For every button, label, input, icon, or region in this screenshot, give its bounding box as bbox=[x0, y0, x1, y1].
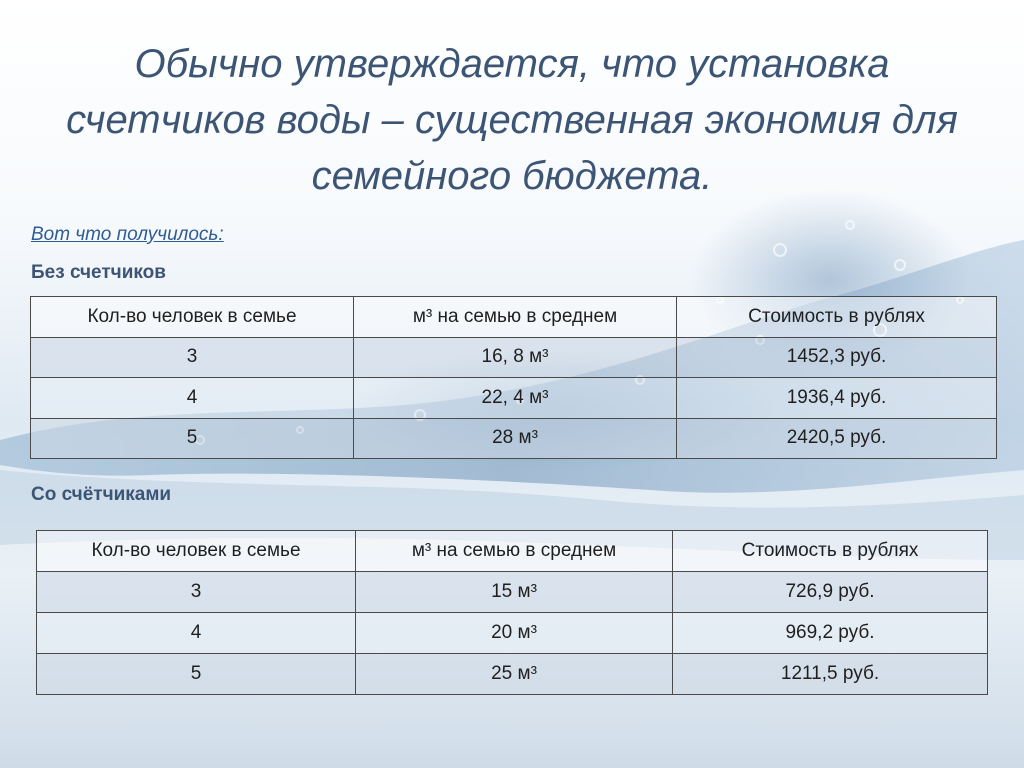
table-cell: 2420,5 руб. bbox=[677, 418, 997, 459]
table-cell: 16, 8 м³ bbox=[354, 337, 677, 378]
with-meters-label: Со счётчиками bbox=[31, 484, 172, 505]
header-cell: Стоимость в рублях bbox=[677, 297, 997, 338]
table-cell: 20 м³ bbox=[356, 613, 673, 654]
table-cell: 25 м³ bbox=[356, 654, 673, 695]
table-row bbox=[37, 654, 988, 695]
intro-text: Вот что получилось: bbox=[31, 224, 224, 245]
table-cell: 28 м³ bbox=[354, 418, 677, 459]
table-row bbox=[31, 378, 997, 419]
table-cell: 5 bbox=[31, 418, 354, 459]
header-cell: Стоимость в рублях bbox=[673, 531, 988, 572]
table-cell: 15 м³ bbox=[356, 572, 673, 613]
table-cell: 969,2 руб. bbox=[673, 613, 988, 654]
table-header-row bbox=[31, 297, 997, 338]
table-cell: 22, 4 м³ bbox=[354, 378, 677, 419]
table-cell: 1211,5 руб. bbox=[673, 654, 988, 695]
table-cell: 3 bbox=[37, 572, 356, 613]
table-row bbox=[31, 418, 997, 459]
table-cell: 4 bbox=[37, 613, 356, 654]
table-cell: 1936,4 руб. bbox=[677, 378, 997, 419]
table-row bbox=[37, 613, 988, 654]
table-row bbox=[31, 337, 997, 378]
table-cell: 726,9 руб. bbox=[673, 572, 988, 613]
without-meters-table bbox=[30, 296, 997, 459]
header-cell: м³ на семью в среднем bbox=[356, 531, 673, 572]
table-cell: 5 bbox=[37, 654, 356, 695]
header-cell: Кол-во человек в семье bbox=[37, 531, 356, 572]
table-cell: 4 bbox=[31, 378, 354, 419]
header-cell: Кол-во человек в семье bbox=[31, 297, 354, 338]
table-row bbox=[37, 572, 988, 613]
header-cell: м³ на семью в среднем bbox=[354, 297, 677, 338]
with-meters-table bbox=[36, 530, 988, 695]
slide-title: Обычно утверждается, что установка счетчиков воды – существенная экономия для семейного бюджета. bbox=[66, 42, 958, 198]
table-cell: 1452,3 руб. bbox=[677, 337, 997, 378]
table-header-row bbox=[37, 531, 988, 572]
table-cell: 3 bbox=[31, 337, 354, 378]
without-meters-label: Без счетчиков bbox=[31, 262, 166, 283]
